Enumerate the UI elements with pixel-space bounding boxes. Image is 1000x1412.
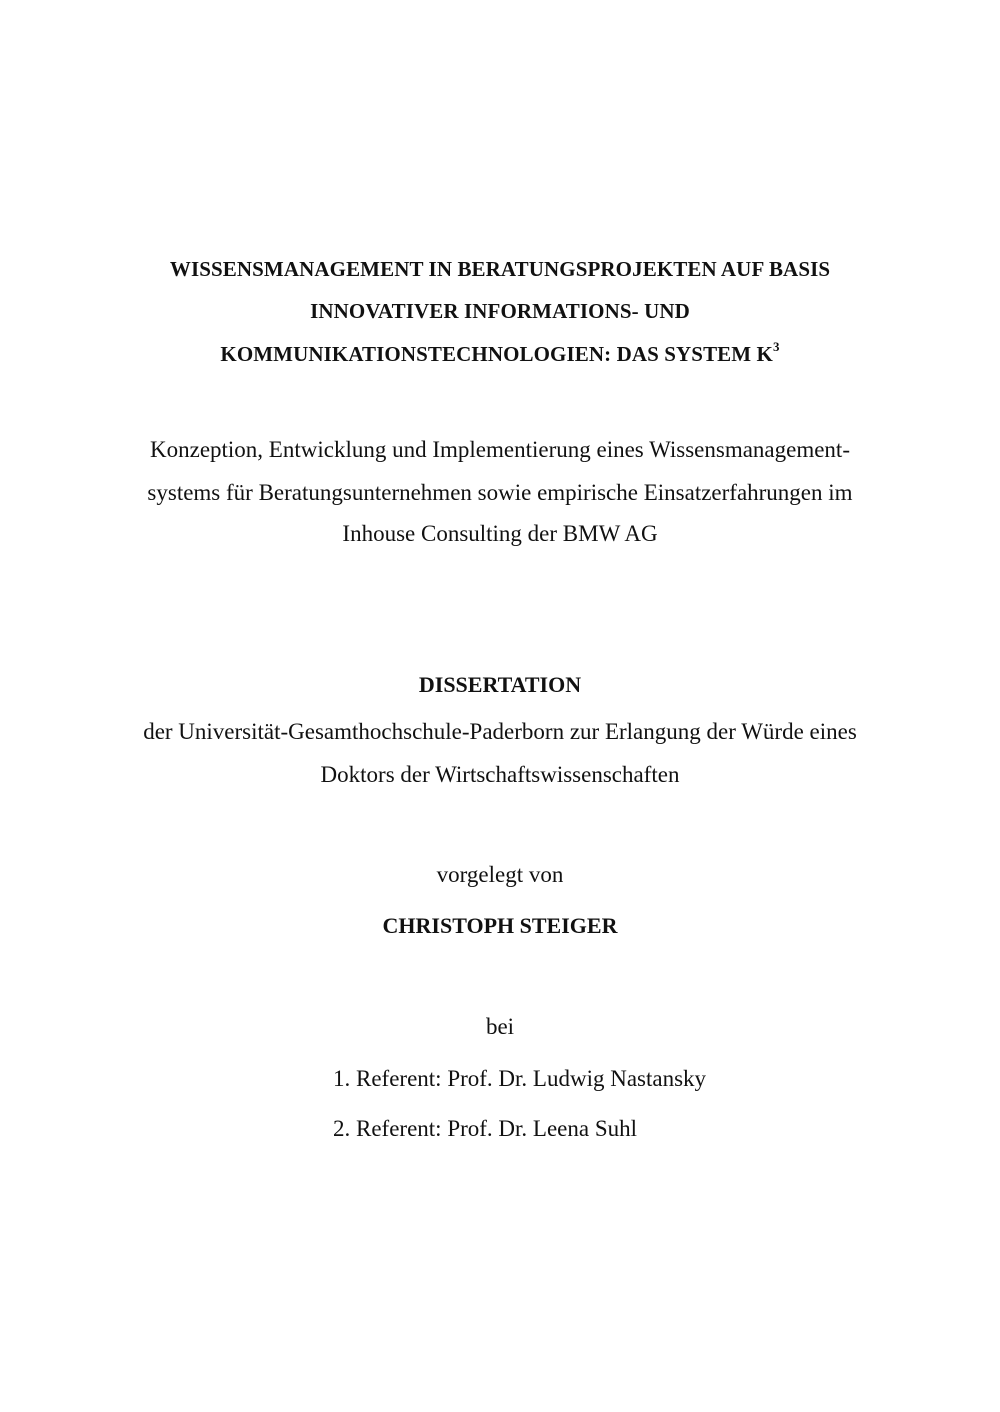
referee-2: 2. Referent: Prof. Dr. Leena Suhl <box>333 1116 638 1141</box>
subtitle-line-2: systems für Beratungsunternehmen sowie empirische Einsatzerfahrungen im <box>147 480 853 505</box>
title-line-1: WISSENSMANAGEMENT IN BERATUNGSPROJEKTEN AUF BASIS <box>169 257 831 281</box>
dissertation-line-1: der Universität-Gesamthochschule-Paderborn zur Erlangung der Würde eines <box>143 719 857 744</box>
title-line-3-text: KOMMUNIKATIONSTECHNOLOGIEN: DAS SYSTEM K <box>220 342 773 366</box>
title-line-3 <box>0 341 1000 367</box>
author-name: CHRISTOPH STEIGER <box>382 913 618 938</box>
subtitle-line-3: Inhouse Consulting der BMW AG <box>342 521 658 546</box>
dissertation-heading: DISSERTATION <box>418 672 582 697</box>
subtitle-line-1: Konzeption, Entwicklung und Implementierung eines Wissensmanagement- <box>150 437 850 462</box>
title-superscript: 3 <box>773 339 780 354</box>
referee-1: 1. Referent: Prof. Dr. Ludwig Nastansky <box>333 1066 707 1091</box>
presented-by: vorgelegt von <box>436 862 564 887</box>
referees-intro: bei <box>485 1014 515 1039</box>
dissertation-line-2: Doktors der Wirtschaftswissenschaften <box>320 762 680 787</box>
title-line-2: INNOVATIVER INFORMATIONS- UND <box>310 299 690 323</box>
